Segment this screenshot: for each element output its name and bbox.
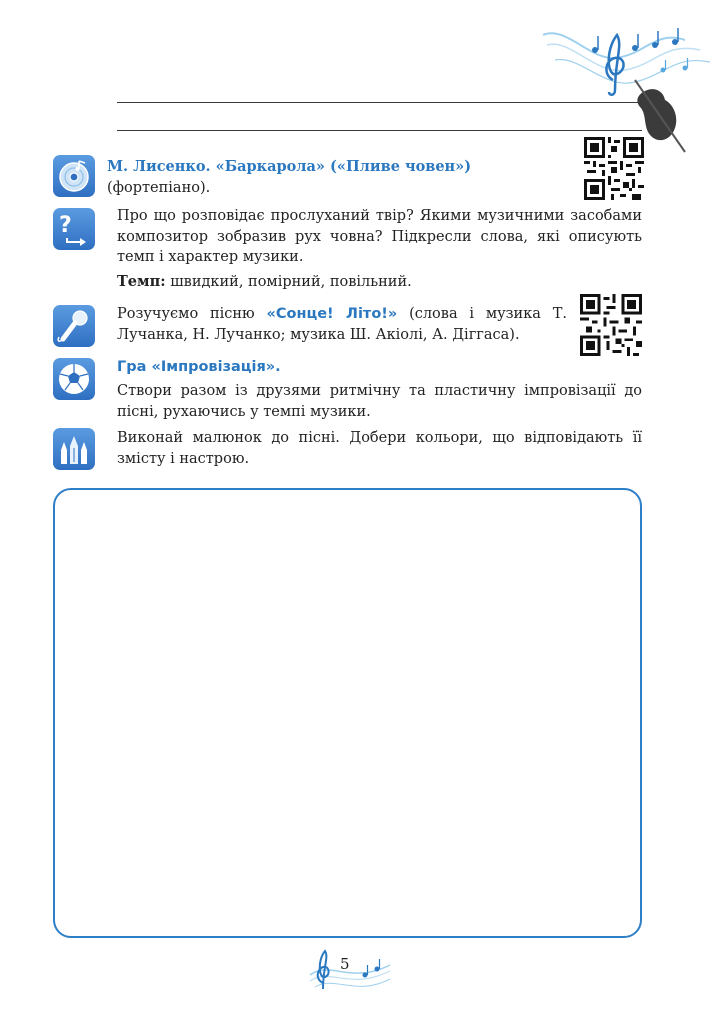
work-line — [107, 157, 577, 198]
tempo-line — [117, 272, 642, 293]
cd-disc-icon — [53, 155, 95, 197]
tempo-options: швидкий, помірний, повільний. — [170, 274, 412, 290]
svg-text:?: ? — [59, 213, 72, 238]
ball-icon — [53, 358, 95, 400]
work-title: М. Лисенко. «Баркарола» («Пливе човен») — [107, 158, 472, 175]
game-title: Гра «Імпровізація». — [117, 359, 281, 375]
page-number: 5 — [340, 955, 350, 973]
qr-code-icon[interactable] — [580, 294, 642, 356]
song-line — [117, 304, 567, 345]
tempo-label: Темп: — [117, 273, 166, 290]
song-title: «Сонце! Літо!» — [266, 306, 398, 322]
work-instrument: (фортепіано). — [107, 179, 211, 196]
qr-code-icon[interactable] — [584, 137, 644, 200]
draw-task-text: Виконай малюнок до пісні. Добери кольори, що відповідають її змісту і настрою. — [117, 430, 642, 467]
game-description: Створи разом із друзями ритмічну та пластичну імпровізації до пісні, рухаючись у темпі музики. — [117, 383, 642, 420]
song-credits: (слова і музика Т. Лучанка, Н. Лучанко; музика Ш. Акіолі, А. Діггаса). — [117, 306, 567, 343]
drawing-area[interactable] — [53, 488, 642, 938]
question-text: Про що розповідає прослуханий твір? Якими музичними засобами композитор зобразив рух човна? Підкресли слова, які описують темп і характер музики. — [117, 208, 642, 265]
learn-song-prefix: Розучуємо пісню — [117, 306, 255, 322]
brushes-icon — [53, 428, 95, 470]
treble-clef-icon — [606, 35, 623, 95]
footer-notes-decoration — [305, 945, 395, 1000]
writing-line-1 — [117, 102, 642, 103]
question-arrow-icon — [53, 208, 95, 250]
writing-line-2 — [117, 130, 642, 131]
microphone-icon — [53, 305, 95, 347]
